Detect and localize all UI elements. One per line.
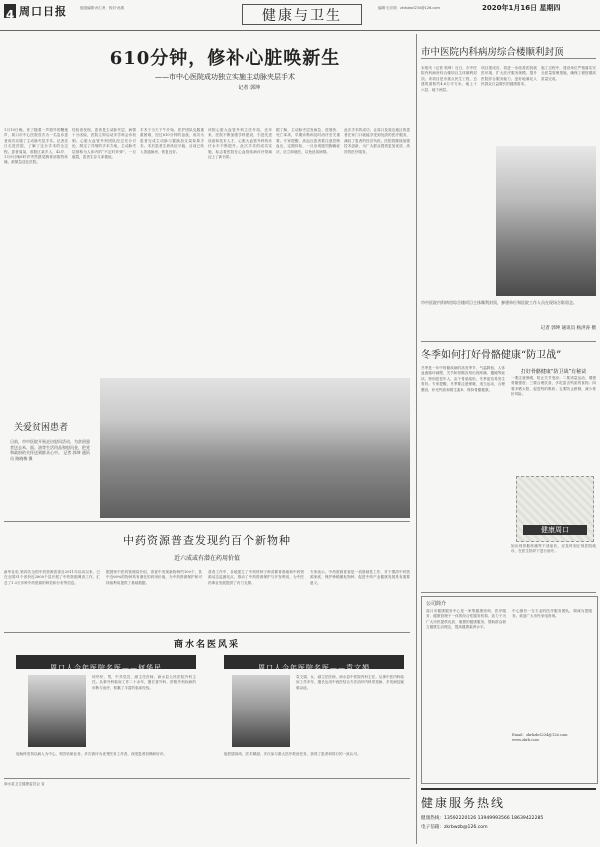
bone-body-col-1: 冬季是一年中骨骼疾病的高发季节，气温降低，人体血液循环减慢，关节和骨骼容易出现疼痛、僵硬等症状。特别是老年人，由于骨质疏松，冬季更容易发生骨折。专家提醒，冬季要注意保暖，适当运动，合理膳食，补充钙质和维生素D，保持骨骼健康。	[421, 366, 505, 392]
herbal-body-col-1: 新华社电 第四次全国中药资源普查自2011年启动以来，已在全国31个省份近2800个县开展了中药资源调查工作，汇总了1.3万多种中药资源的种类和分布等信息。	[4, 570, 100, 585]
paper-logo: 周口日报	[19, 5, 67, 18]
herbal-body-col-2: 据国家中医药管理局介绍，普查中发现新物种约100个，其中近60%的物种具有潜在的药用价值，为中药资源保护和可持续利用提供了基础数据。	[106, 570, 202, 585]
main-body-col-4: 该院心脏大血管外科主任介绍，近年来，医院不断加强学科建设，引进先进设备和技术人才，心脏大血管外科的诊疗水平不断提升。此次手术的成功实施，标志着医院在心血管疾病诊疗领域迈上了新台阶。	[208, 128, 272, 160]
bone-illustration-label: 健康周口	[523, 525, 587, 535]
hotline-title: 健康服务热线	[421, 796, 506, 810]
doctor-2-banner: 周口人今年医院名医——袁文娟	[224, 655, 404, 669]
clinic-ad-title: 公司简介	[426, 601, 447, 607]
doctor-1-banner: 周口人今年医院名医——何华民	[16, 655, 196, 669]
main-body-col-1: 1月10日晚，伴了随着一声窗外的鞭炮声，周口市中心医院首次为一名急诊患者成功实施了主动脉夹层手术。记者近日走进医院，了解了这台手术的全过程。患者周某，淮阳区某乡人，42岁，1月9日晚8时许突然感觉胸背部剧烈疼痛，被紧急送往医院。	[4, 128, 68, 165]
section-title-box	[242, 4, 362, 25]
doctors-section-title: 商水名医风采	[173, 640, 240, 650]
doctor-1-bottom-text: 他始终坚持以病人为中心，刻苦钻研业务，多次被评为优秀医务工作者，深受患者信赖和好评。	[16, 752, 167, 756]
visit-caption-box	[4, 380, 94, 498]
page-number: 4	[5, 8, 15, 22]
bone-illustration	[516, 476, 594, 542]
doctor-2-bottom-text: 她医德高尚，医术精湛，多次参与重大医疗救治任务，获得了患者和同行的一致认可。	[224, 752, 361, 756]
renovation-caption: 市中医院内科病房综合楼项目主体顺利封顶，参建单位和医院工作人员在现场合影留念。	[421, 300, 577, 305]
header-meta: 组版编辑·孙仁贵 校对·孙燕	[80, 6, 125, 10]
bone-headline: 冬季如何打好骨骼健康“防卫战”	[421, 350, 562, 361]
masthead	[0, 0, 600, 31]
herbal-body-col-4: 专家表示，中药资源普查是一项基础性工作，对于摸清中药资源家底、保护珍稀濒危物种、促进中药产业健康发展具有重要意义。	[310, 570, 410, 585]
renovation-body-col-3: 施工过程中，建设单位严格落实安全质量管理措施，确保工程按期高质量完成。	[541, 66, 596, 81]
renovation-photo	[496, 146, 596, 296]
hotline-box	[421, 788, 596, 844]
herbal-headline: 中药资源普查发现约百个新物种	[123, 534, 291, 547]
page-number-box	[4, 4, 16, 22]
clinic-ad-contact: Email：zkrbzbcl234@126.com www.zkrb.com	[512, 733, 568, 742]
main-body-col-5: 据了解，主动脉夹层发病急、进展快、死亡率高，早期诊断和及时治疗至关重要。专家提醒，高血压患者要注意控制血压，定期体检，一旦出现剧烈胸痛症状，应立即就医，以免延误病情。	[276, 128, 340, 154]
section-title: 健康与卫生	[262, 8, 342, 24]
clinic-ad	[421, 596, 598, 784]
doctor-2-photo	[232, 675, 290, 747]
hotline-email: 电子信箱：zkrbwzb@126.com	[421, 825, 488, 830]
main-body-col-2: 经检查发现，患者是主动脉夹层，病情十分凶险，医院立即启动多学科会诊机制。心脏大血管外科团队经过充分讨论，制定了详细的手术方案。主动脉夹层被称为人体内的“不定时炸弹”，一旦破裂，患者生存几率极低。	[72, 128, 136, 160]
hotline-phone: 健康热线：13592220126 13949993566 18639422285	[421, 816, 544, 821]
bone-body-col-3: 如出现骨骼疼痛等不适症状，应及时到正规医院就诊，在医生指导下进行治疗。	[511, 544, 596, 554]
visit-caption-title: 关爱贫困患者	[14, 423, 69, 433]
visit-photo	[100, 378, 410, 518]
doctor-2-text: 袁文娟，女，副主任医师，商水县中医院内科主任。从事中医内科临床工作多年，擅长运用中西医结合方法治疗内科常见病、多发病及疑难杂症。	[296, 675, 404, 690]
clinic-ad-text-2: 中心拥有一支专业的医疗服务团队，竭诚为您服务。欢迎广大市民来电咨询。	[512, 609, 592, 619]
clinic-ad-text-1: 周口市健康服务中心是一家集健康咨询、医疗服务、健康管理于一体的综合性服务机构，致力于为广大市民提供优质、便捷的健康服务，帮助群众树立健康生活理念，提高健康素养水平。	[426, 609, 506, 630]
bone-sidebar-title: 打好骨骼健康“防卫战”有秘诀	[520, 369, 587, 375]
main-subhead: ——市中心医院成功独立实施主动脉夹层手术	[155, 73, 295, 81]
main-body-col-6: 此次手术的成功，让周口及周边地区的患者在家门口就能享受到优质的医疗服务，减轻了患者的经济负担。医院将继续加强技术创新，为广大群众提供更加优质、高效的医疗服务。	[344, 128, 410, 154]
renovation-body-col-2: 项目建成后，将进一步改善医院就医环境，扩大医疗服务规模，提升医院综合服务能力，更好地满足人民群众日益增长的健康需求。	[481, 66, 537, 87]
main-byline: 记者 郭坤	[238, 85, 260, 91]
main-headline: 610分钟，修补心脏唤新生	[109, 48, 341, 69]
main-body-col-3: 手术于当天下午开始，医护团队克服重重困难，经过610分钟的奋战，成功为患者完成主动脉弓置换加支架象鼻手术。术后患者生命体征平稳，目前已转入普通病房，恢复良好。	[140, 128, 204, 154]
renovation-byline: 记者 郭坤 通讯员 杨洪涛 摄	[540, 326, 596, 331]
doctor-1-text: 何华民，男，中共党员，副主任医师，商水县人民医院外科主任。从事外科临床工作二十余年，擅长普外科、肝胆外科疾病的诊断与治疗，积累了丰富的临床经验。	[92, 675, 196, 690]
footer-left-text: 商水县卫生健康委员会 宣	[4, 782, 45, 786]
renovation-headline: 市中医院内科病房综合楼顺利封顶	[421, 47, 564, 58]
editor-info: 编辑·石宗明 zkrbzbcl234@126.com	[378, 6, 440, 10]
herbal-subhead: 近六成或有潜在药用价值	[173, 555, 240, 562]
issue-date: 2020年1月16日 星期四	[482, 4, 561, 12]
visit-caption-text: 日前，市中医院开展走访慰问活动，为贫困患者送去米、面、油等生活用品和慰问金，把党和政府的关怀送到群众心中。 记者 郭坤 通讯员 路晓梅 摄	[10, 439, 90, 461]
renovation-body-col-1: 本报讯（记者 郭坤）近日，市中医院内科病房综合楼项目主体顺利封顶。该项目是市重点民生工程，总建筑面积约4.6万平方米，地上十六层、地下两层。	[421, 66, 477, 92]
herbal-body-col-3: 普查工作中，各地建立了中药材种子种苗繁育基地和中药资源动态监测站点，推动了中药资源保护与开发利用，为中医药事业发展提供了有力支撑。	[208, 570, 304, 585]
bone-body-col-2: 一要注意保暖，防止关节受凉；二要适量运动，增强骨骼强度；三要合理饮食，多吃富含钙质的食物；四要多晒太阳，促进钙的吸收；五要防止跌倒，减少骨折风险。	[511, 376, 596, 397]
doctor-1-photo	[28, 675, 86, 747]
